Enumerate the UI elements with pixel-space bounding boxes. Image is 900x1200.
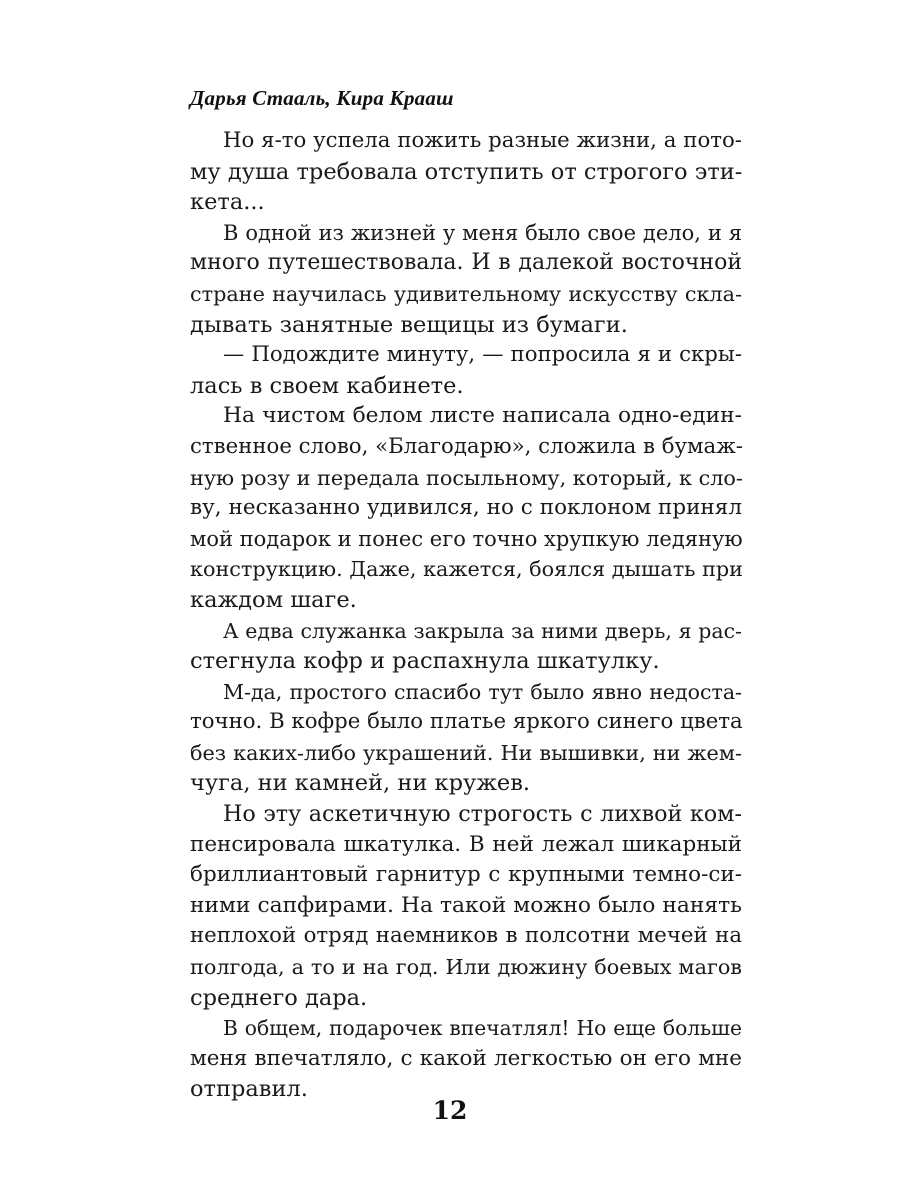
text-line: А едва служанка закрыла за ними дверь, я рас- (223, 618, 742, 643)
text-line: кета... (190, 189, 265, 216)
text-line: ную розу и передала посыльному, который, к сло- (190, 465, 743, 490)
text-line: стране научилась удивительному искусству скла- (190, 281, 742, 306)
page-number: 12 (432, 1096, 468, 1125)
text-line: бриллиантовый гарнитур с крупными темно-си- (190, 862, 742, 888)
text-line: — Подождите минуту, — попросила я и скры- (223, 342, 742, 368)
text-line: М-да, простого спасибо тут было явно недоста- (223, 679, 742, 704)
text-line: каждом шаге. (190, 586, 357, 613)
text-line: В общем, подарочек впечатлял! Но еще больше (223, 1016, 742, 1041)
text-line: среднего дара. (190, 984, 368, 1011)
text-line: пенсировала шкатулка. В ней лежал шикарный (190, 831, 742, 857)
body-text (190, 126, 742, 1105)
text-line: неплохой отряд наемников в полсотни мечей на (190, 923, 742, 949)
text-line: много путешествовала. И в далекой восточной (190, 250, 742, 276)
text-line: конструкцию. Даже, кажется, боялся дышать при (190, 557, 744, 582)
text-line: без каких-либо украшений. Ни вышивки, ни жем- (190, 740, 742, 765)
text-line: Но я-то успела пожить разные жизни, а пото- (223, 128, 742, 153)
text-line: полгода, а то и на год. Или дюжину боевых магов (190, 955, 742, 980)
text-line: чуга, ни камней, ни кружев. (190, 770, 531, 797)
text-line: отправил. (190, 1076, 308, 1103)
text-line: ву, несказанно удивился, но с поклоном принял (190, 495, 742, 521)
text-line: точно. В кофре было платье яркого синего цвета (190, 709, 743, 735)
text-line: стегнула кофр и распахнула шкатулку. (190, 648, 660, 675)
text-line: лась в своем кабинете. (190, 372, 464, 399)
text-line: На чистом белом листе написала одно-един- (223, 403, 742, 429)
text-line: му душа требовала отступить от строгого эти- (190, 158, 743, 185)
running-title: Дарья Стааль, Кира Крааш (190, 86, 454, 110)
text-line: дывать занятные вещицы из бумаги. (190, 311, 628, 338)
text-line: В одной из жизней у меня было свое дело, и я (223, 220, 742, 245)
text-line: меня впечатляло, с какой легкостью он его мне (190, 1045, 742, 1071)
text-line: ними сапфирами. На такой можно было нанять (190, 892, 742, 918)
text-line: мой подарок и понес его точно хрупкую ледяную (190, 526, 743, 551)
text-line: ственное слово, «Благодарю», сложила в бумаж- (190, 433, 743, 459)
text-line: Но эту аскетичную строгость с лихвой ком- (223, 801, 742, 828)
